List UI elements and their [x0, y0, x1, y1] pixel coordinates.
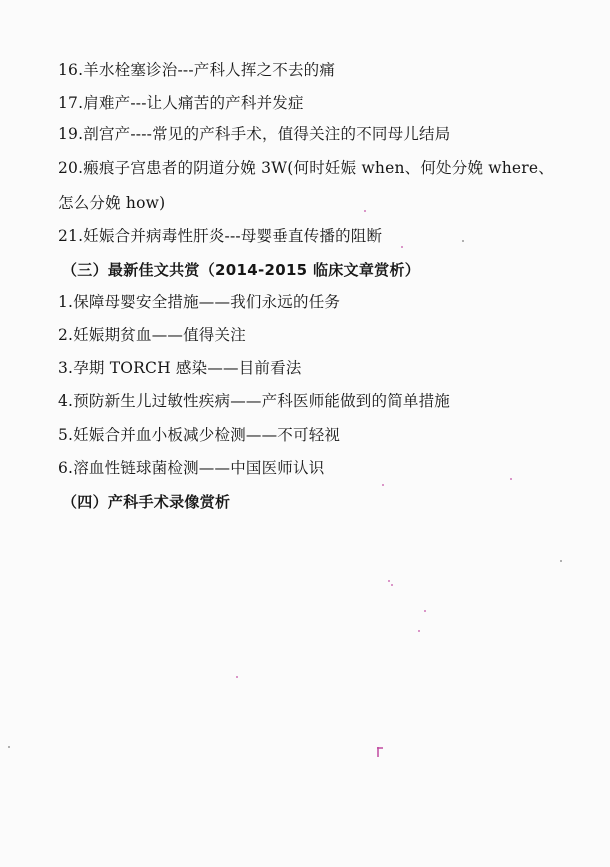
scan-mark — [377, 747, 383, 749]
list-item-20: 20.瘢痕子宫患者的阴道分娩 3W(何时妊娠 when、何处分娩 where、 — [58, 159, 554, 177]
scan-speck — [560, 560, 562, 562]
section-3-item-4: 4.预防新生儿过敏性疾病——产科医师能做到的简单措施 — [58, 392, 450, 410]
list-item-21: 21.妊娠合并病毒性肝炎---母婴垂直传播的阻断 — [58, 227, 383, 245]
section-3-item-1: 1.保障母婴安全措施——我们永远的任务 — [58, 293, 341, 311]
scan-speck — [364, 210, 366, 212]
scan-speck — [236, 676, 238, 678]
scan-speck — [462, 240, 464, 242]
scan-speck — [401, 246, 403, 248]
scan-speck — [391, 584, 393, 586]
list-item-19: 19.剖宫产----常见的产科手术，值得关注的不同母儿结局 — [58, 125, 451, 143]
section-3-item-2: 2.妊娠期贫血——值得关注 — [58, 326, 246, 344]
section-3-item-3: 3.孕期 TORCH 感染——目前看法 — [58, 359, 302, 377]
list-item-20-continued: 怎么分娩 how) — [58, 194, 166, 212]
scan-speck — [8, 746, 10, 748]
section-4-heading: （四）产科手术录像赏析 — [62, 493, 231, 511]
scan-speck — [418, 630, 420, 632]
scan-speck — [424, 610, 426, 612]
section-3-item-6: 6.溶血性链球菌检测——中国医师认识 — [58, 459, 325, 477]
scan-speck — [382, 484, 384, 486]
list-item-17: 17.肩难产---让人痛苦的产科并发症 — [58, 94, 304, 112]
section-3-item-5: 5.妊娠合并血小板减少检测——不可轻视 — [58, 426, 341, 444]
list-item-16: 16.羊水栓塞诊治---产科人挥之不去的痛 — [58, 61, 336, 79]
section-3-heading: （三）最新佳文共赏（2014-2015 临床文章赏析） — [62, 261, 421, 279]
scan-speck — [510, 478, 512, 480]
scan-speck — [388, 580, 390, 582]
